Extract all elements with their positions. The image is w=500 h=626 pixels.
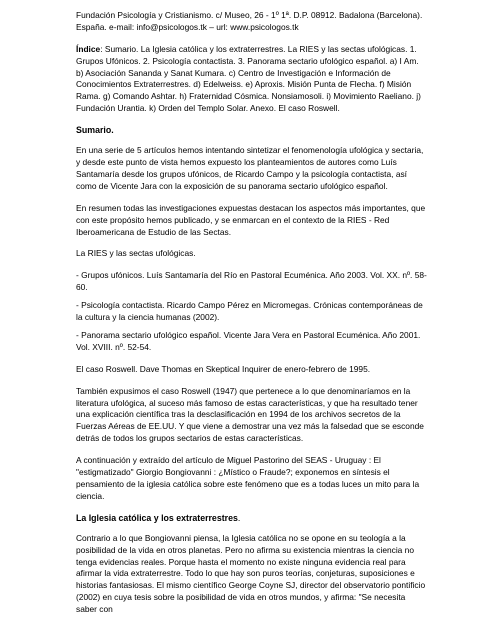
index-label: Índice — [76, 43, 101, 54]
paragraph-iglesia: Contrario a lo que Bongiovanni piensa, la Iglesia católica no se opone en su teología a la posibilidad de la vida en otros planetas. Pero no afirma su existencia mientras la ciencia no tenga evidencias reales. Porque hasta el momento no existe ninguna evidencia real para afirmar la vida extraterrestre. Todo lo que hay son puros teorías, conjeturas, suposiciones e historias fantasiosas. El mismo científico George Coyne SJ, director del observatorio pontificio (2002) en cuya tesis sobre la posibilidad de vida en otros mundos, y afirma: "Se necesita saber con — [76, 532, 426, 615]
sumario-heading: Sumario. — [76, 125, 114, 136]
paragraph-ries-title: La RIES y las sectas ufológicas. — [76, 248, 196, 259]
list-item: - Grupos ufónicos. Luís Santamaría del Río en Pastoral Ecuménica. Año 2003. Vol. XX. nº. 58-60. — [76, 270, 427, 293]
document-page — [76, 0, 428, 626]
paragraph-roswell-source: El caso Roswell. Dave Thomas en Skeptical Inquirer de enero-febrero de 1995. — [76, 363, 371, 374]
index-text: : Sumario. La Iglesia católica y los extraterrestres. La RIES y las sectas ufológicas. 1. Grupos Ufónicos. 2. Psicología contactista. 3. Panorama sectario ufológico español. a) I Am. b) Asociación Sananda y Sanat Kumara. c) Centro de Investigación e Información de Conocimientos Extraterrestres. d) Edelweiss. e) Aproxis. Misión Punta de Flecha. f) Misión Rama. g) Comando Ashtar. h) Fraternidad Cósmica. Nonsiamosoli. i) Movimiento Raeliano. j) Fundación Urantia. k) Orden del Templo Solar. Anexo. El caso Roswell. — [76, 43, 421, 114]
paragraph-summary: En resumen todas las investigaciones expuestas destacan los aspectos más importantes, que con este propósito hemos publicado, y se enmarcan en el contexto de la RIES - Red Iberoamericana de Estudio de las Sectas. — [76, 202, 426, 237]
paragraph-pastorino: A continuación y extraído del artículo de Miguel Pastorino del SEAS - Uruguay : El "estigmatizado" Giorgio Bongiovanni : ¿Místico o Fraude?; exponemos en síntesis el pensamiento de la iglesia católica sobre este fenómeno que es a todas luces un mito para la ciencia. — [76, 455, 420, 501]
address-line: Fundación Psicología y Cristianismo. c/ Museo, 26 - 1º 1ª. D.P. 08912. Badalona (Barcelona). España. e-mail: info@psicologos.tk – url: www.psicologos.tk — [76, 9, 423, 32]
paragraph-intro: En una serie de 5 artículos hemos intentando sintetizar el fenomenología ufológica y sectaria, y desde este punto de vista hemos expuesto los planteamientos de autores como Luís Santamaría desde los grupos ufónicos, de Ricardo Campo y la psicología contactista, así como de Vicente Jara con la exposición de su panorama sectario ufológico español. — [76, 145, 424, 191]
index-paragraph — [76, 44, 428, 115]
article-list — [76, 270, 428, 353]
paragraph-roswell: También expusimos el caso Roswell (1947) que pertenece a lo que denominaríamos en la literatura ufológica, al suceso más famoso de estas características, y que ha resultado tener una explicación científica tras la desclasificación en 1994 de los archivos secretos de la Fuerzas Aéreas de EE.UU. Y que viene a demostrar una vez más la falsedad que se esconde detrás de todos los grupos sectarios de estas características. — [76, 385, 424, 444]
list-item: - Psicología contactista. Ricardo Campo Pérez en Micromegas. Crónicas contemporáneas de la cultura y la ciencia humanas (2002). — [76, 300, 423, 323]
list-item: - Panorama sectario ufológico español. Vicente Jara Vera en Pastoral Ecuménica. Año 2001. Vol. XVIII. nº. 52-54. — [76, 329, 421, 352]
iglesia-heading-period: . — [237, 512, 241, 523]
iglesia-heading-text: La Iglesia católica y los extraterrestres — [76, 512, 238, 523]
iglesia-heading — [76, 513, 428, 525]
